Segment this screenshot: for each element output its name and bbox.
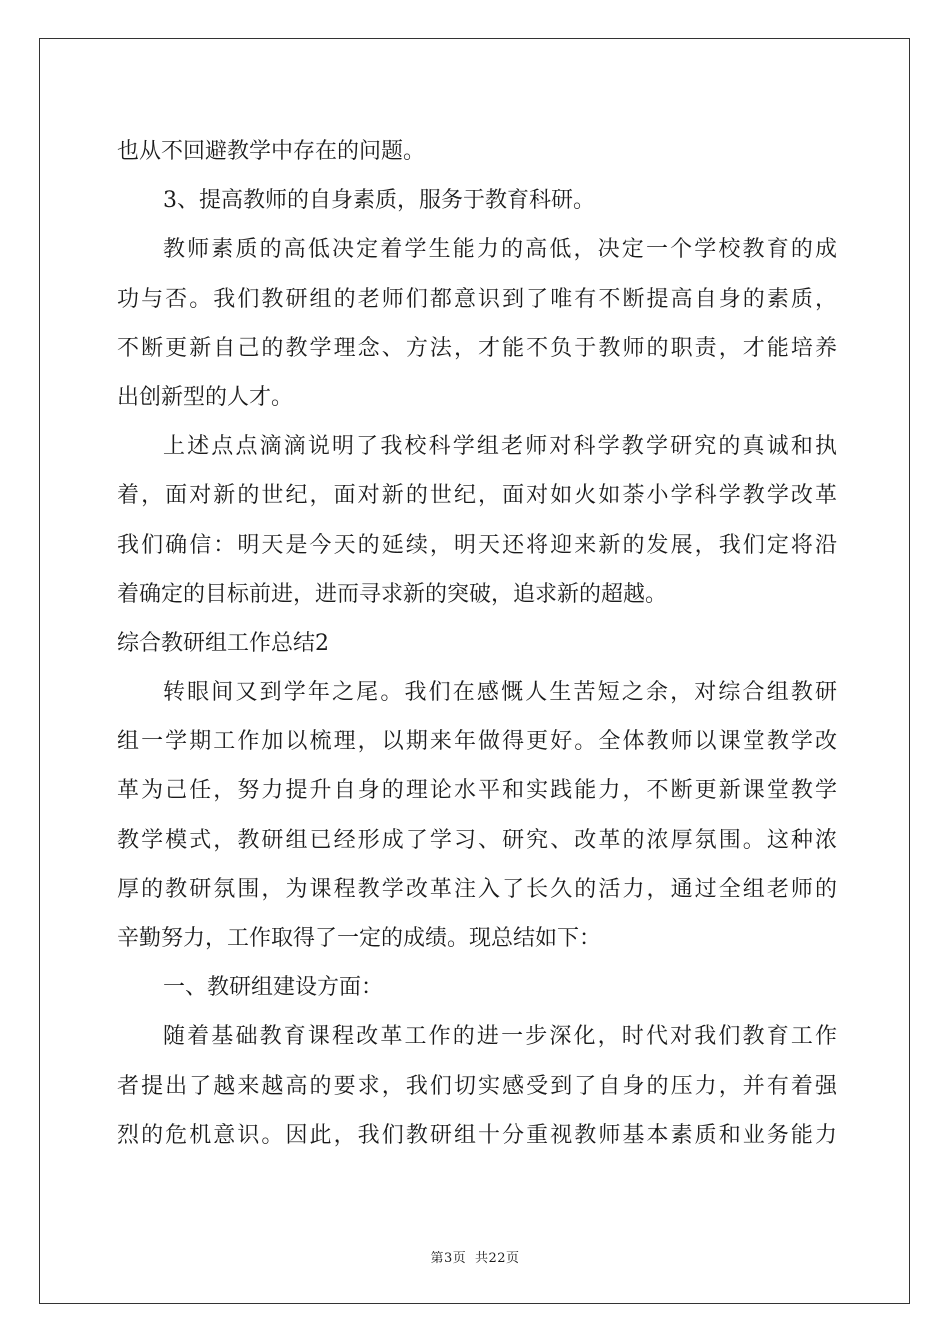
page-number: 第3页 xyxy=(430,1251,467,1266)
text-line: 着确定的目标前进，进而寻求新的突破，追求新的超越。 xyxy=(117,581,668,607)
text-line: 烈的危机意识。因此，我们教研组十分重视教师基本素质和业务能力 xyxy=(117,1122,837,1148)
text-line: 革为己任，努力提升自身的理论水平和实践能力，不断更新课堂教学 xyxy=(117,778,837,804)
text-line: 出创新型的人才。 xyxy=(117,384,294,410)
text-line: 上述点点滴滴说明了我校科学组老师对科学教学研究的真诚和执 xyxy=(163,434,837,460)
text-line: 转眼间又到学年之尾。我们在感慨人生苦短之余，对综合组教研 xyxy=(163,680,837,706)
page-total: 共22页 xyxy=(474,1251,520,1266)
page-footer xyxy=(0,1247,950,1266)
text-line: 教学模式，教研组已经形成了学习、研究、改革的浓厚氛围。这种浓 xyxy=(117,827,837,853)
text-line: 综合教研组工作总结2 xyxy=(117,630,329,656)
document-body xyxy=(117,127,837,1160)
text-line: 厚的教研氛围，为课程教学改革注入了长久的活力，通过全组老师的 xyxy=(117,876,837,902)
text-line: 不断更新自己的教学理念、方法，才能不负于教师的职责，才能培养 xyxy=(117,335,837,361)
text-line: 教师素质的高低决定着学生能力的高低，决定一个学校教育的成 xyxy=(163,237,837,263)
text-line: 随着基础教育课程改革工作的进一步深化，时代对我们教育工作 xyxy=(163,1024,837,1050)
text-line: 着，面对新的世纪，面对新的世纪，面对如火如荼小学科学教学改革 xyxy=(117,483,837,509)
text-line: 3、提高教师的自身素质，服务于教育科研。 xyxy=(163,188,595,214)
text-line: 者提出了越来越高的要求，我们切实感受到了自身的压力，并有着强 xyxy=(117,1073,837,1099)
text-line: 也从不回避教学中存在的问题。 xyxy=(117,139,426,164)
text-line: 一、教研组建设方面： xyxy=(163,975,384,1001)
text-line: 组一学期工作加以梳理，以期来年做得更好。全体教师以课堂教学改 xyxy=(117,729,837,755)
text-line: 我们确信：明天是今天的延续，明天还将迎来新的发展，我们定将沿 xyxy=(117,532,837,558)
text-line: 辛勤努力，工作取得了一定的成绩。现总结如下： xyxy=(117,926,602,951)
text-line: 功与否。我们教研组的老师们都意识到了唯有不断提高自身的素质， xyxy=(117,286,837,312)
